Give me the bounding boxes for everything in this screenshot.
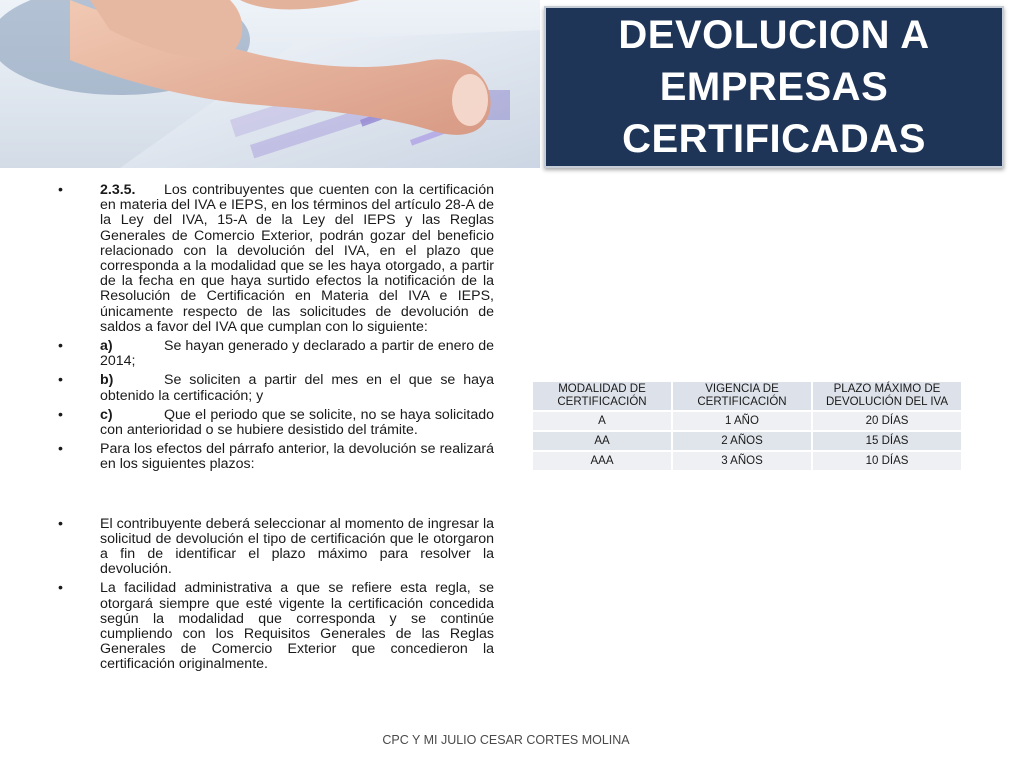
- table-cell: AAA: [532, 451, 672, 471]
- bullet-dot: •: [58, 406, 63, 423]
- table-cell: 15 DÍAS: [812, 431, 962, 451]
- table-cell: 20 DÍAS: [812, 411, 962, 431]
- table-cell: A: [532, 411, 672, 431]
- spacer: [58, 477, 494, 517]
- bullet-text: Se soliciten a partir del mes en el que se haya obtenido la certificación; y: [100, 372, 494, 404]
- rule-number: 2.3.5.: [100, 182, 136, 198]
- table-cell: 10 DÍAS: [812, 451, 962, 471]
- table-cell: 2 AÑOS: [672, 431, 812, 451]
- bullet-dot: •: [58, 515, 63, 532]
- footer-author: CPC Y MI JULIO CESAR CORTES MOLINA: [382, 733, 630, 747]
- table-cell: 1 AÑO: [672, 411, 812, 431]
- bullet-item-b: [58, 373, 494, 403]
- title-line-2: EMPRESAS: [659, 65, 889, 109]
- bullet-text: La facilidad administrativa a que se refiere esta regla, se otorgará siempre que esté vigente la certificación concedida según la modalidad que corresponda y se continúe cumpliendo con los Requisitos Generales de las Reglas Generales de Comercio Exterior que concedieron la certificación originalmente.: [100, 580, 494, 673]
- table-header-row: [532, 381, 962, 411]
- bullet-item-seleccion: [58, 517, 494, 578]
- bullet-text: Los contribuyentes que cuenten con la certificación en materia del IVA e IEPS, en los términos del artículo 28-A de la Ley del IVA, 15-A de la Ley del IEPS y las Reglas Generales de Comercio Exterior, podrán gozar del beneficio relacionado con la devolución del IVA, en el plazo que corresponda a la modalidad que se les haya otorgado, a partir de la fecha en que haya surtido efectos la notificación de la Resolución de Certificación en Materia del IVA e IEPS, únicamente respecto de las solicitudes de devolución de saldos a favor del IVA que cumplan con lo siguiente:: [100, 182, 494, 335]
- table-row: [532, 431, 962, 451]
- title-line-1: DEVOLUCION A: [618, 13, 930, 57]
- bullet-text: El contribuyente deberá seleccionar al momento de ingresar la solicitud de devolución el tipo de certificación que le otorgaron a fin de identificar el plazo máximo para resolver la devolución.: [100, 515, 494, 578]
- header-photo: [0, 0, 540, 168]
- table-row: [532, 411, 962, 431]
- bullet-item-plazos: [58, 442, 494, 472]
- bullet-text: Para los efectos del párrafo anterior, la devolución se realizará en los siguientes plazos:: [100, 441, 494, 473]
- table-row: [532, 451, 962, 471]
- item-label: b): [100, 372, 114, 389]
- certification-table: [531, 380, 963, 472]
- bullet-item-rule: [58, 183, 494, 335]
- column-header: PLAZO MÁXIMO DE DEVOLUCIÓN DEL IVA: [812, 381, 962, 411]
- body-text: [58, 183, 494, 677]
- column-header: MODALIDAD DE CERTIFICACIÓN: [532, 381, 672, 411]
- bullet-item-a: [58, 339, 494, 369]
- bullet-item-facilidad: [58, 581, 494, 672]
- bullet-item-c: [58, 408, 494, 438]
- column-header: VIGENCIA DE CERTIFICACIÓN: [672, 381, 812, 411]
- title-line-3: CERTIFICADAS: [622, 117, 926, 161]
- bullet-text: Se hayan generado y declarado a partir de enero de 2014;: [100, 338, 494, 370]
- finger-touching-tablet-image: [0, 0, 540, 168]
- bullet-text: Que el periodo que se solicite, no se haya solicitado con anterioridad o se hubiere desistido del trámite.: [100, 406, 494, 439]
- slide-title: [544, 6, 1004, 168]
- item-label: c): [100, 406, 113, 423]
- bullet-dot: •: [58, 182, 63, 198]
- bullet-dot: •: [58, 580, 63, 597]
- item-label: a): [100, 338, 113, 355]
- table-cell: 3 AÑOS: [672, 451, 812, 471]
- table-cell: AA: [532, 431, 672, 451]
- bullet-dot: •: [58, 338, 63, 355]
- bullet-dot: •: [58, 372, 63, 389]
- bullet-dot: •: [58, 441, 63, 458]
